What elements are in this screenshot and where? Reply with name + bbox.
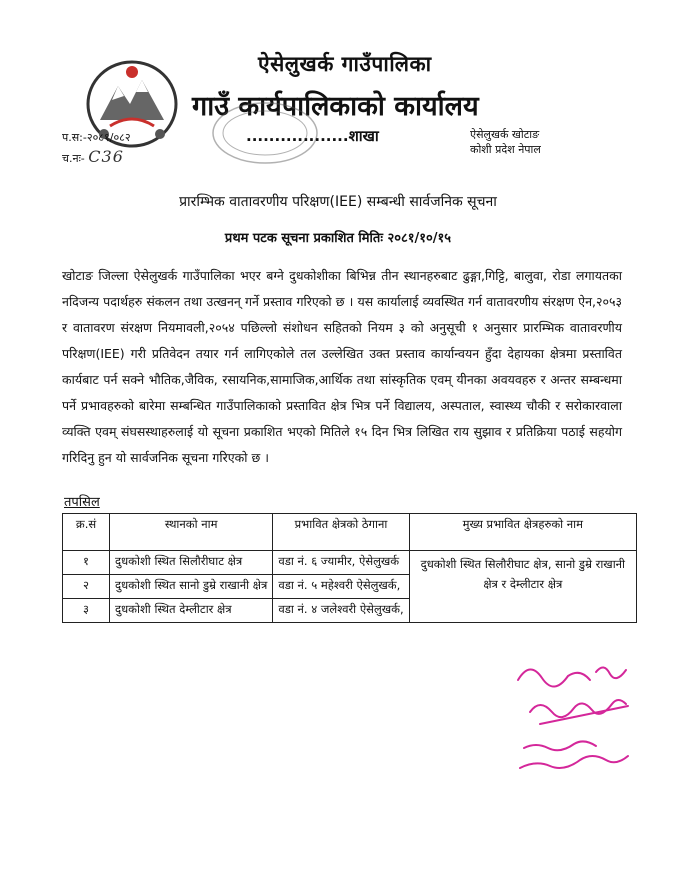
table-caption: तपसिल (64, 495, 100, 510)
row-serial: १ (63, 551, 110, 575)
table-row (63, 551, 637, 575)
header-affected-areas: मुख्य प्रभावित क्षेत्रहरुको नाम (409, 514, 636, 551)
row-place: दुधकोशी स्थित सिलौरीघाट क्षेत्र (110, 551, 273, 575)
row-serial: ३ (63, 599, 110, 623)
notice-body: खोटाङ जिल्ला ऐसेलुखर्क गाउँपालिका भएर बग्ने दुधकोशीका बिभिन्न तीन स्थानहरुबाट ढुङ्गा,गिट्टि, बालुवा, रोडा लगायतका नदिजन्य पदार्थहरु संकलन तथा उत्खनन् गर्ने प्रस्ताव गरिएको छ । यस कार्यालाई व्यवस्थित गर्न वातावरणीय संरक्षण ऐन,२०५३ र वातावरण संरक्षण नियमावली,२०५४ पछिल्लो संशोधन सहितको नियम ३ को अनुसूची १ अनुसार प्रारम्भिक वातावरणीय परिक्षण(IEE) गरी प्रतिवेदन तयार गर्न लागिएकोले तल उल्लेखित उक्त प्रस्ताव कार्यान्वयन हुँदा देहायका क्षेत्रमा प्रस्तावित कार्यबाट पर्न सक्ने भौतिक,जैविक, रसायनिक,सामाजिक,आर्थिक तथा सांस्कृतिक एवम् यीनका अवयवहरु र अन्तर सम्बन्धमा पर्ने प्रभावहरुको बारेमा सम्बन्धित गाउँपालिकाको प्रस्तावित क्षेत्र भित्र पर्ने विद्यालय, अस्पताल, स्वास्थ्य चौकी र सरोकारवाला व्यक्ति एवम् संघसस्थाहरुलाई यो सूचना प्रकाशित भएको मितिले १५ दिन भित्र लिखित राय सुझाव र प्रतिक्रिया पठाई सहयोग गरिदिनु हुन यो सार्वजनिक सूचना गरिएको छ । (62, 268, 622, 465)
reference-number: प.स:-२०८१/०८२ (62, 131, 131, 144)
row-address: वडा नं. ४ जलेश्वरी ऐसेलुखर्क, (273, 599, 409, 623)
affected-areas-cell: दुधकोशी स्थित सिलौरीघाट क्षेत्र, सानो डुम्रे राखानी क्षेत्र र देम्लीटार क्षेत्र (409, 551, 636, 623)
header-address: प्रभावित क्षेत्रको ठेगाना (273, 514, 409, 551)
row-place: दुधकोशी स्थित सानो डुम्रे राखानी क्षेत्र (110, 575, 273, 599)
publication-date: प्रथम पटक सूचना प्रकाशित मितिः २०८१/१०/१५ (224, 231, 452, 246)
header-serial: क्र.सं (63, 514, 110, 551)
dispatch-line (62, 147, 131, 168)
branch-line: ..................शाखा (246, 127, 379, 145)
row-address: वडा नं. ६ ज्यामीर, ऐसेलुखर्क (273, 551, 409, 575)
table-header-row (63, 514, 637, 551)
row-serial: २ (63, 575, 110, 599)
header-place: स्थानको नाम (110, 514, 273, 551)
notice-title: प्रारम्भिक वातावरणीय परिक्षण(IEE) सम्बन्धी सार्वजनिक सूचना (179, 194, 497, 210)
office-address (470, 127, 541, 157)
dispatch-label: च.नः- (62, 152, 85, 165)
municipality-name: ऐसेलुखर्क गाउँपालिका (258, 52, 432, 76)
dispatch-number: C36 (88, 147, 124, 166)
row-place: दुधकोशी स्थित देम्लीटार क्षेत्र (110, 599, 273, 623)
reference-block (62, 128, 131, 168)
details-table (62, 513, 637, 623)
signature-icon (510, 650, 660, 780)
office-name: गाउँ कार्यपालिकाको कार्यालय (192, 91, 479, 122)
row-address: वडा नं. ५ महेश्वरी ऐसेलुखर्क, (273, 575, 409, 599)
address-line-1: ऐसेलुखर्क खोटाङ (470, 128, 540, 141)
address-line-2: कोशी प्रदेश नेपाल (470, 143, 541, 156)
